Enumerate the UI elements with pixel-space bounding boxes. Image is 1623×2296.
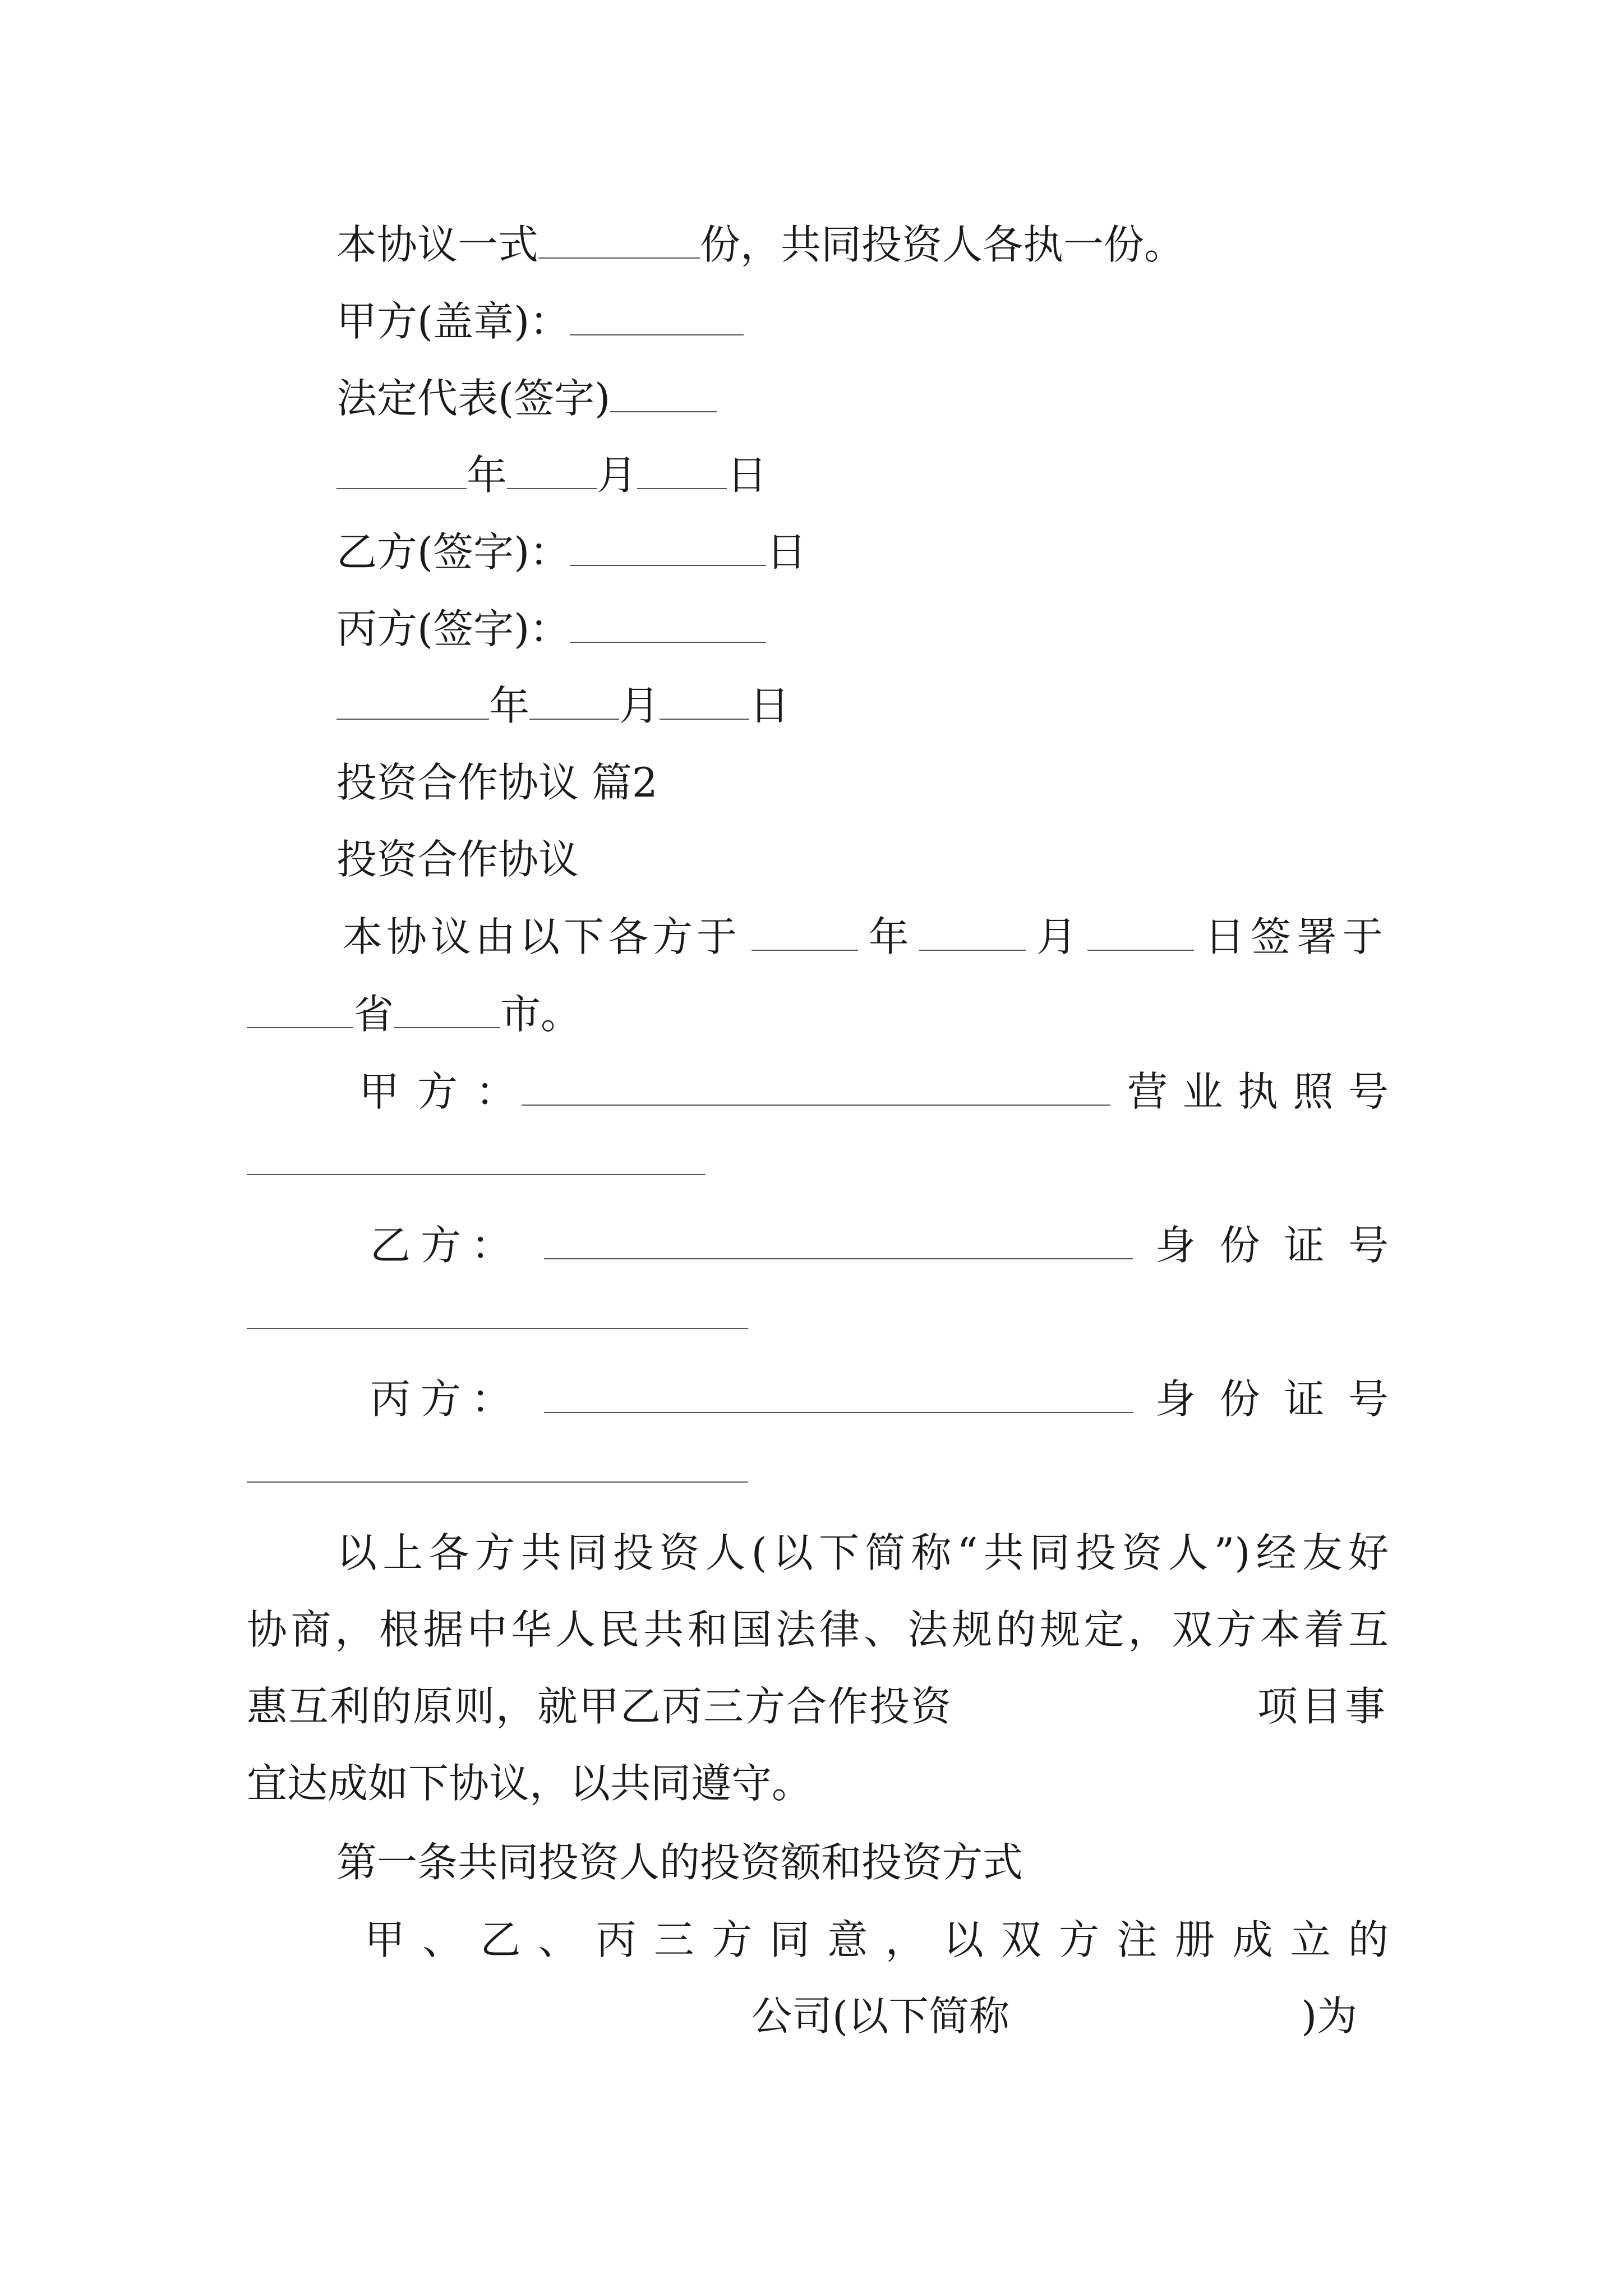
blank-party-c-name[interactable]	[544, 1377, 1133, 1413]
blank-sign-day[interactable]	[1087, 915, 1194, 951]
blank-year-1[interactable]	[336, 453, 467, 489]
blank-sign-year[interactable]	[751, 915, 858, 951]
section-heading: 投资合作协议 篇2	[336, 759, 658, 806]
blank-city[interactable]	[394, 992, 500, 1028]
intro-paragraph-line-4: 宜达成如下协议，以共同遵守。	[247, 1760, 813, 1807]
party-c-line: 丙 方 ： 身 份 证 号	[370, 1375, 1389, 1423]
blank-copies[interactable]	[538, 223, 700, 259]
blank-party-a-name[interactable]	[522, 1070, 1110, 1106]
party-a-seal-line: 甲方(盖章)：	[336, 295, 744, 348]
party-a-line: 甲 方 ： 营 业 执 照 号	[359, 1068, 1389, 1115]
company-clause-line: 公司(以下简称 )为	[751, 1993, 1358, 2040]
blank-party-a-seal[interactable]	[570, 300, 744, 335]
blank-party-a-license[interactable]	[247, 1174, 706, 1175]
blank-day-1[interactable]	[637, 453, 727, 489]
blank-month-2[interactable]	[529, 684, 619, 720]
copies-line: 本协议一式 份，共同投资人各执一份。	[336, 221, 1185, 268]
date-line-2: 年 月 日	[336, 679, 790, 733]
blank-party-c-sign[interactable]	[570, 607, 766, 643]
intro-paragraph-line-3: 惠互利的原则，就甲乙丙三方合作投资 项目事	[247, 1683, 1389, 1730]
agreement-title: 投资合作协议	[336, 836, 579, 883]
blank-party-b-name[interactable]	[544, 1223, 1133, 1259]
province-city-line: 省 市。	[247, 987, 581, 1041]
blank-year-2[interactable]	[336, 684, 489, 720]
date-line-1: 年 月 日	[336, 448, 767, 502]
blank-legal-rep[interactable]	[610, 376, 717, 412]
blank-party-b-id[interactable]	[247, 1328, 748, 1329]
intro-paragraph-line-2: 协商，根据中华人民共和国法律、法规的规定，双方本着互	[247, 1606, 1389, 1653]
blank-sign-month[interactable]	[919, 915, 1026, 951]
agreement-clause-line: 甲 、 乙 、 丙 三 方 同 意 ， 以 双 方 注 册 成 立 的	[365, 1916, 1389, 1963]
intro-paragraph-line-1: 以上各方共同投资人(以下简称“共同投资人”)经友好	[336, 1529, 1389, 1576]
article-1-heading: 第一条共同投资人的投资额和投资方式	[336, 1839, 1023, 1886]
party-c-sign-line: 丙方(签字)：	[336, 602, 766, 656]
blank-party-c-id[interactable]	[247, 1481, 748, 1483]
blank-province[interactable]	[247, 992, 353, 1028]
party-b-line: 乙 方 ： 身 份 证 号	[370, 1222, 1389, 1269]
signing-place-line: 本协议由以下各方于 年 月 日签署于	[342, 913, 1389, 960]
blank-party-b-sign[interactable]	[570, 530, 766, 566]
legal-rep-line: 法定代表(签字)	[336, 371, 717, 425]
blank-month-1[interactable]	[507, 453, 597, 489]
blank-day-2[interactable]	[660, 684, 749, 720]
party-b-sign-line: 乙方(签字)： 日	[336, 528, 807, 576]
